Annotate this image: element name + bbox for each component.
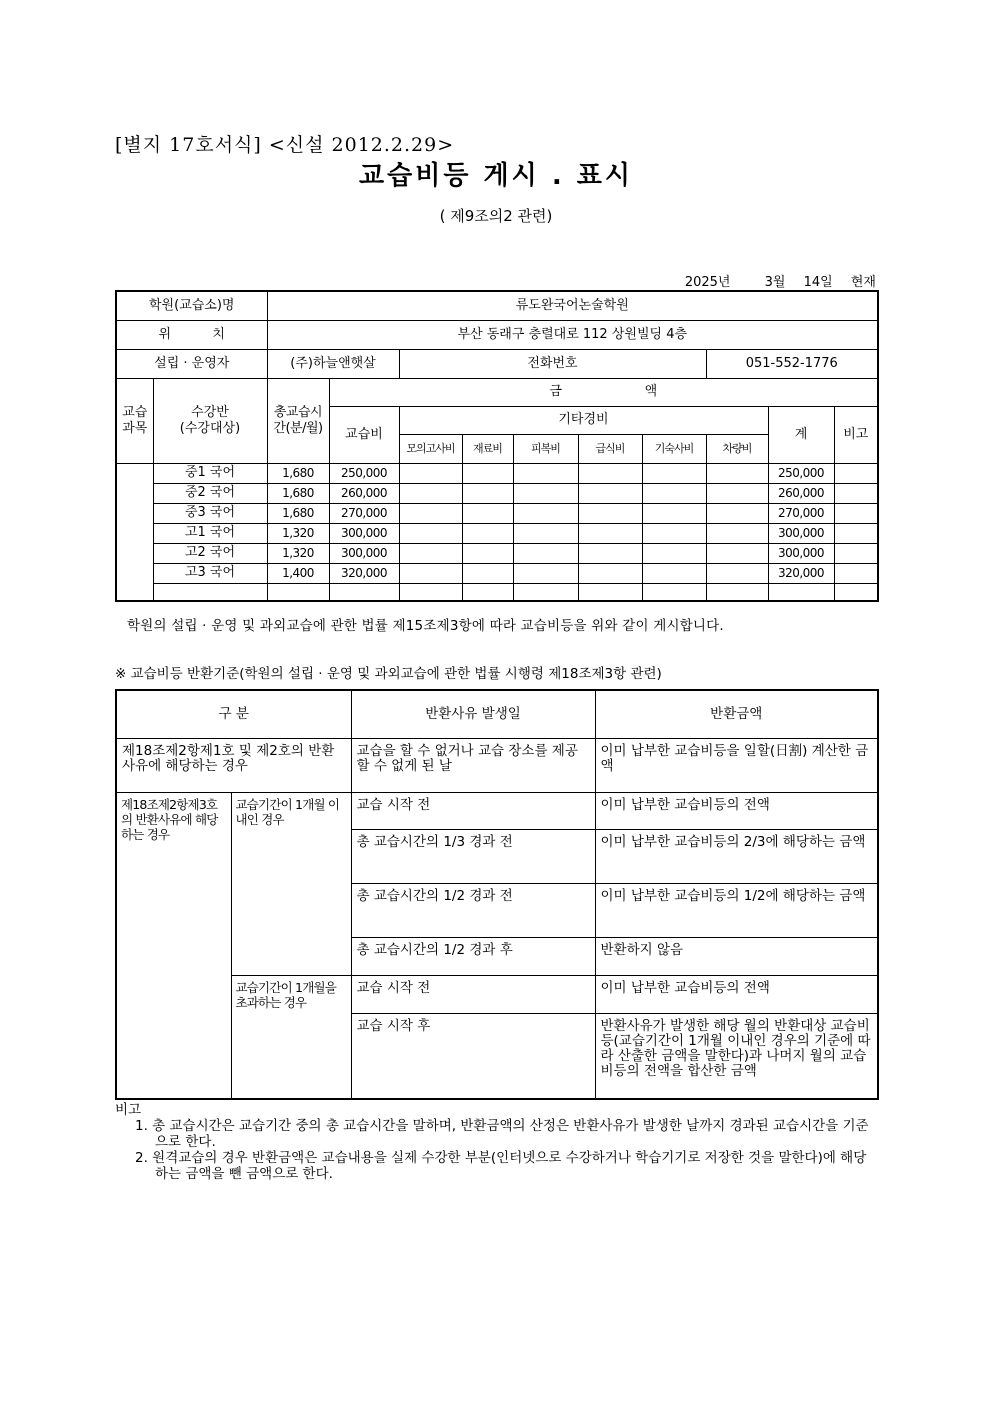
refund-occurrence-cell: 총 교습시간의 1/2 경과 후 bbox=[351, 937, 595, 975]
refund-occurrence-cell: 총 교습시간의 1/2 경과 전 bbox=[351, 883, 595, 937]
operator-label: 설립 · 운영자 bbox=[116, 349, 267, 378]
total-cell: 300,000 bbox=[768, 523, 834, 543]
tuition-header: 교습비 bbox=[329, 406, 399, 463]
refund-group-label: 제18조제2항제3호의 반환사유에 해당하는 경우 bbox=[116, 792, 231, 1099]
location-value: 부산 동래구 충렬대로 112 상원빌딩 4층 bbox=[267, 320, 878, 349]
form-number: [별지 17호서식] <신설 2012.2.29> bbox=[115, 134, 455, 156]
tuition-cell: 300,000 bbox=[329, 523, 399, 543]
remarks bbox=[115, 1102, 875, 1182]
remark-item: 2. 원격교습의 경우 반환금액은 교습내용을 실제 수강한 부분(인터넷으로 수강하거나 학습기기로 저장한 것을 말한다)에 해당하는 금액을 뺀 금액으로 한다. bbox=[135, 1150, 867, 1182]
clothing-fee-header: 피복비 bbox=[513, 434, 578, 463]
amount-header: 금 액 bbox=[329, 378, 878, 406]
phone-label: 전화번호 bbox=[399, 349, 706, 378]
other-expenses-header: 기타경비 bbox=[399, 406, 768, 434]
class-cell: 고1 국어 bbox=[153, 523, 267, 543]
refund-occurrence-cell: 교습을 할 수 없거나 교습 장소를 제공할 수 없게 된 날 bbox=[351, 738, 595, 792]
dormitory-fee-header: 기숙사비 bbox=[642, 434, 706, 463]
amount-header: 반환금액 bbox=[595, 690, 878, 738]
refund-heading: ※ 교습비등 반환기준(학원의 설립 · 운영 및 과외교습에 관한 법률 시행령 제18조제3항 관련) bbox=[115, 666, 662, 682]
refund-category-cell: 제18조제2항제1호 및 제2호의 반환사유에 해당하는 경우 bbox=[116, 738, 351, 792]
refund-occurrence-cell: 교습 시작 전 bbox=[351, 792, 595, 829]
tuition-cell: 320,000 bbox=[329, 563, 399, 583]
operator-value: (주)하늘앤햇살 bbox=[267, 349, 399, 378]
academy-name-label: 학원(교습소)명 bbox=[116, 291, 267, 320]
within-month-label: 교습기간이 1개월 이내인 경우 bbox=[231, 792, 351, 975]
empty-row-cell bbox=[153, 583, 267, 601]
phone-value: 051-552-1776 bbox=[706, 349, 878, 378]
vehicle-fee-header: 차량비 bbox=[706, 434, 768, 463]
hours-header: 총교습시 간(분/월) bbox=[267, 378, 329, 463]
current-date bbox=[671, 271, 876, 290]
remark-item: 1. 총 교습시간은 교습기간 중의 총 교습시간을 말하며, 반환금액의 산정은 반환사유가 발생한 날까지 경과된 교습시간을 기준으로 한다. bbox=[135, 1118, 869, 1150]
page-subtitle: ( 제9조의2 관련) bbox=[439, 207, 553, 225]
date-month: 3월 bbox=[764, 275, 786, 290]
hours-cell: 1,320 bbox=[267, 543, 329, 563]
subject-header: 교습 과목 bbox=[116, 378, 153, 463]
academy-name-value: 류도완국어논술학원 bbox=[267, 291, 878, 320]
page-title: 교습비등 게시 . 표시 bbox=[359, 161, 633, 191]
refund-occurrence-cell: 총 교습시간의 1/3 경과 전 bbox=[351, 829, 595, 883]
class-cell: 고3 국어 bbox=[153, 563, 267, 583]
refund-amount-cell: 이미 납부한 교습비등의 전액 bbox=[595, 792, 878, 829]
date-suffix: 현재 bbox=[850, 275, 876, 290]
remark-header: 비고 bbox=[834, 406, 878, 463]
hours-cell: 1,680 bbox=[267, 463, 329, 483]
refund-amount-cell: 반환사유가 발생한 해당 월의 반환대상 교습비등(교습기간이 1개월 이내인 경우의 기준에 따라 산출한 금액을 말한다)과 나머지 월의 교습비등의 전액을 합산한 금액 bbox=[595, 1013, 878, 1099]
hours-cell: 1,680 bbox=[267, 483, 329, 503]
location-label: 위 치 bbox=[116, 320, 267, 349]
class-cell: 중1 국어 bbox=[153, 463, 267, 483]
total-cell: 270,000 bbox=[768, 503, 834, 523]
class-cell: 고2 국어 bbox=[153, 543, 267, 563]
material-fee-header: 재료비 bbox=[462, 434, 513, 463]
class-cell: 중3 국어 bbox=[153, 503, 267, 523]
occurrence-header: 반환사유 발생일 bbox=[351, 690, 595, 738]
posting-notice: 학원의 설립 · 운영 및 과외교습에 관한 법률 제15조제3항에 따라 교습비등을 위와 같이 게시합니다. bbox=[127, 618, 724, 634]
meal-fee-header: 급식비 bbox=[578, 434, 642, 463]
refund-amount-cell: 이미 납부한 교습비등을 일할(日割) 계산한 금액 bbox=[595, 738, 878, 792]
date-year: 2025년 bbox=[684, 275, 731, 290]
mock-exam-fee-header: 모의고사비 bbox=[399, 434, 462, 463]
tuition-cell: 260,000 bbox=[329, 483, 399, 503]
date-day: 14일 bbox=[803, 275, 833, 290]
total-cell: 300,000 bbox=[768, 543, 834, 563]
refund-amount-cell: 이미 납부한 교습비등의 1/2에 해당하는 금액 bbox=[595, 883, 878, 937]
category-header: 구 분 bbox=[116, 690, 351, 738]
hours-cell: 1,680 bbox=[267, 503, 329, 523]
class-header: 수강반 (수강대상) bbox=[153, 378, 267, 463]
tuition-cell: 250,000 bbox=[329, 463, 399, 483]
total-cell: 260,000 bbox=[768, 483, 834, 503]
remarks-title: 비고 bbox=[115, 1102, 142, 1118]
refund-occurrence-cell: 교습 시작 전 bbox=[351, 975, 595, 1013]
refund-amount-cell: 이미 납부한 교습비등의 전액 bbox=[595, 975, 878, 1013]
total-cell: 250,000 bbox=[768, 463, 834, 483]
tuition-cell: 270,000 bbox=[329, 503, 399, 523]
total-cell: 320,000 bbox=[768, 563, 834, 583]
total-header: 계 bbox=[768, 406, 834, 463]
hours-cell: 1,320 bbox=[267, 523, 329, 543]
refund-occurrence-cell: 교습 시작 후 bbox=[351, 1013, 595, 1099]
refund-table bbox=[115, 689, 879, 1100]
refund-amount-cell: 반환하지 않음 bbox=[595, 937, 878, 975]
refund-amount-cell: 이미 납부한 교습비등의 2/3에 해당하는 금액 bbox=[595, 829, 878, 883]
hours-cell: 1,400 bbox=[267, 563, 329, 583]
tuition-cell: 300,000 bbox=[329, 543, 399, 563]
subject-cell bbox=[116, 463, 153, 601]
over-month-label: 교습기간이 1개월을 초과하는 경우 bbox=[231, 975, 351, 1099]
class-cell: 중2 국어 bbox=[153, 483, 267, 503]
fee-table bbox=[115, 290, 879, 602]
